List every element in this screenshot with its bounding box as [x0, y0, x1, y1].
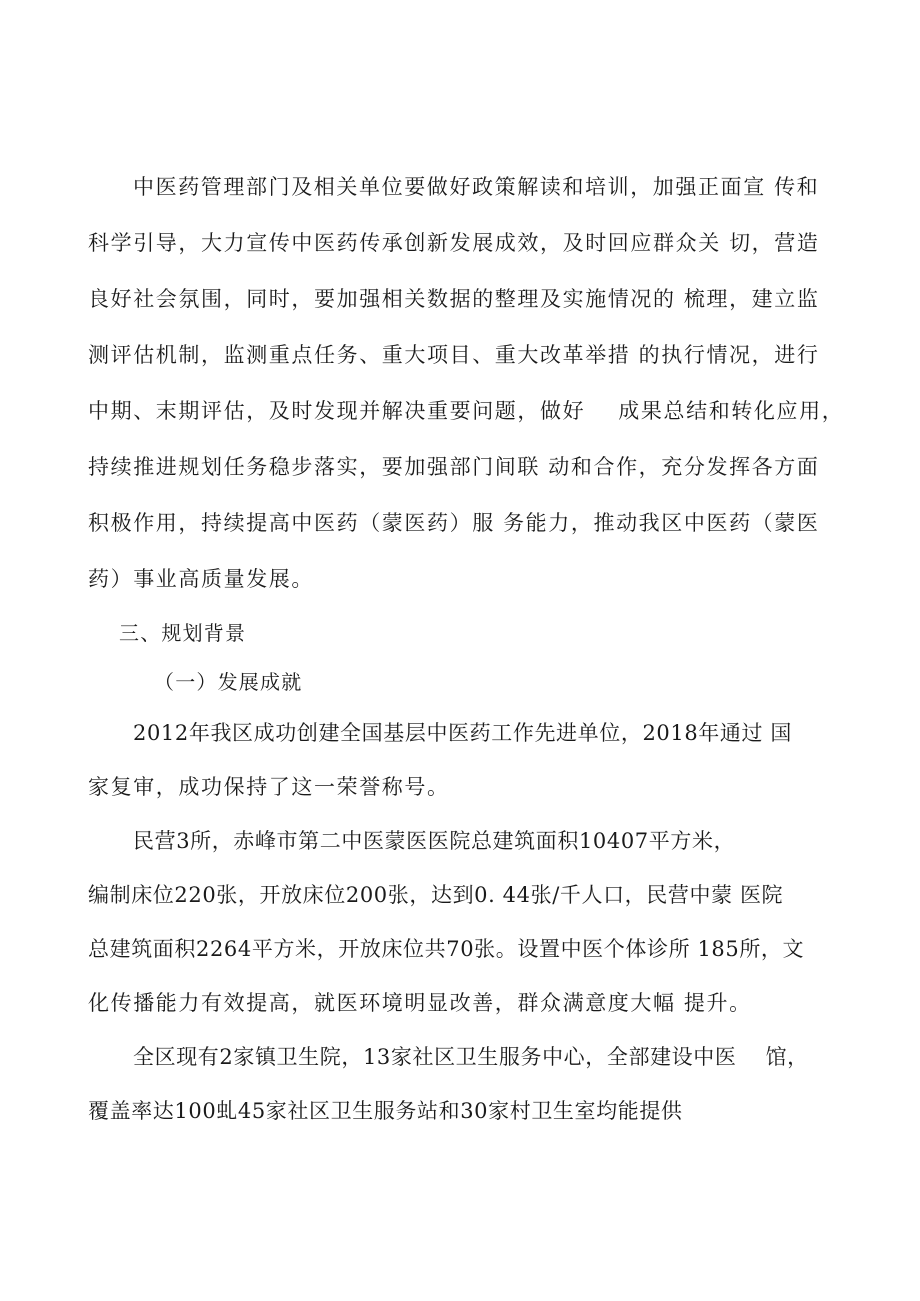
paragraph-line: 测评估机制，监测重点任务、重大项目、重大改革举措 的执行情况，进行 — [88, 343, 820, 367]
paragraph-line: 编制床位220张，开放床位200张，达到0. 44张/千人口，民营中蒙 医院 — [88, 883, 784, 907]
paragraph-line: 民营3所，赤峰市第二中医蒙医医院总建筑面积10407平方米， — [133, 829, 736, 853]
paragraph-line: 良好社会氛围，同时，要加强相关数据的整理及实施情况的 梳理，建立监 — [88, 287, 820, 311]
paragraph-line: 2012年我区成功创建全国基层中医药工作先进单位，2018年通过 国 — [133, 721, 792, 745]
section-heading: 三、规划背景 — [119, 621, 247, 645]
paragraph-line: 全区现有2家镇卫生院，13家社区卫生服务中心，全部建设中医 馆， — [133, 1045, 809, 1069]
paragraph-line: 持续推进规划任务稳步落实，要加强部门间联 动和合作，充分发挥各方面 — [88, 455, 820, 479]
paragraph-line: 中期、末期评估，及时发现并解决重要问题，做好 成果总结和转化应用， — [88, 399, 845, 423]
paragraph-line: 积极作用，持续提高中医药（蒙医药）服 务能力，推动我区中医药（蒙医 — [88, 511, 820, 535]
paragraph-line: 总建筑面积2264平方米，开放床位共70张。设置中医个体诊所 185所，文 — [88, 937, 805, 961]
paragraph-line: 化传播能力有效提高，就医环境明显改善，群众满意度大幅 提升。 — [88, 991, 752, 1015]
paragraph-line: 科学引导，大力宣传中医药传承创新发展成效，及时回应群众关 切，营造 — [88, 231, 820, 255]
paragraph-line: 家复审，成功保持了这一荣誉称号。 — [88, 775, 450, 799]
paragraph-line: 药）事业高质量发展。 — [88, 567, 314, 591]
subsection-heading: （一）发展成就 — [154, 670, 303, 694]
paragraph-line: 中医药管理部门及相关单位要做好政策解读和培训，加强正面宣 传和 — [133, 175, 820, 199]
paragraph-line: 覆盖率达100虬45家社区卫生服务站和30家村卫生室均能提供 — [88, 1099, 683, 1123]
